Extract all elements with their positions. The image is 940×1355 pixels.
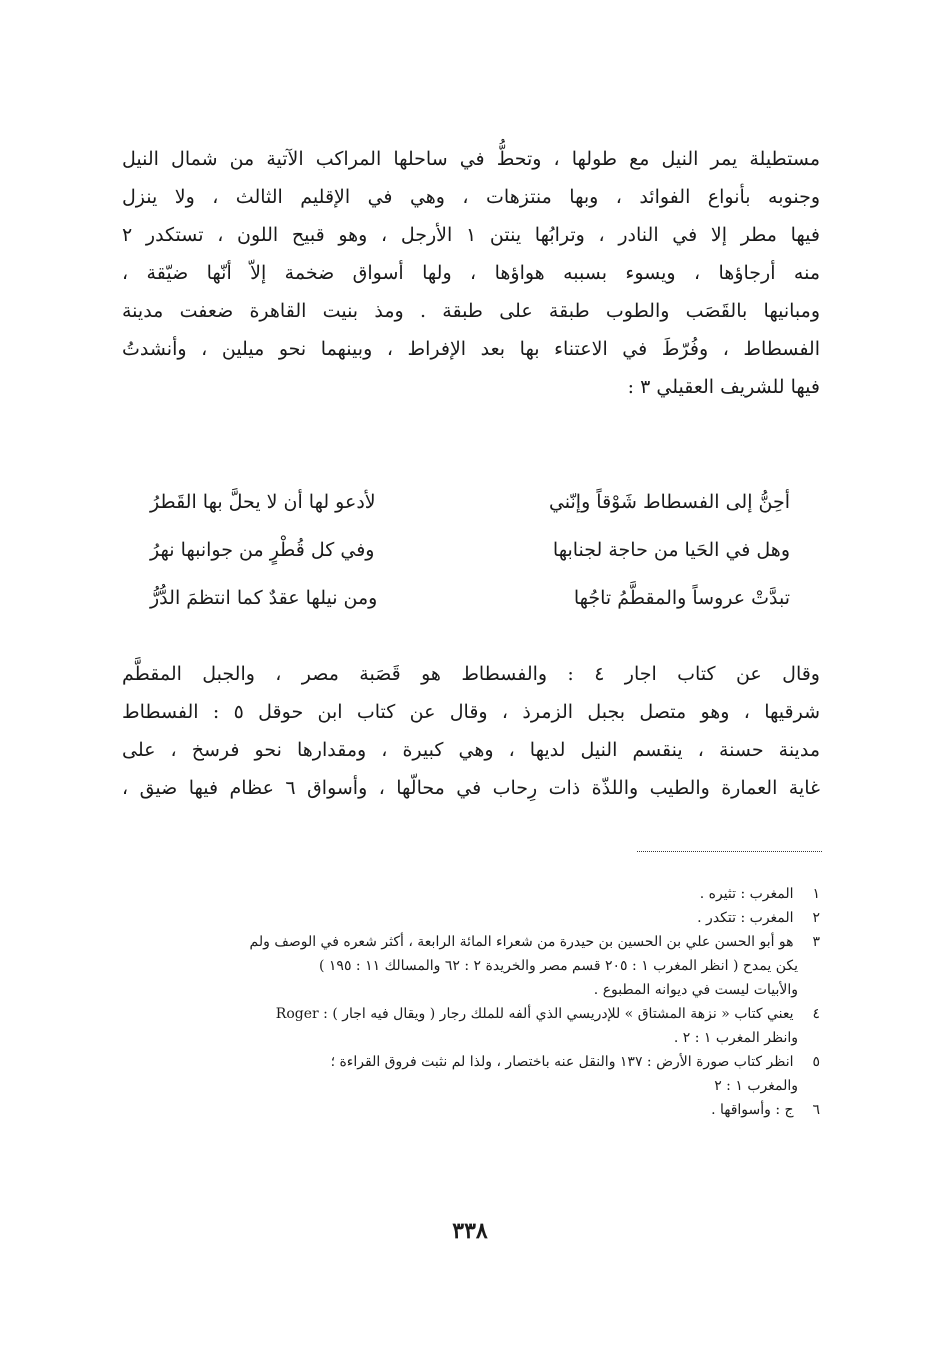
body-paragraph-1 xyxy=(122,140,820,406)
footnote xyxy=(122,930,820,954)
footnote-number: ٣ xyxy=(812,934,820,950)
body-line: مستطيلة يمر النيل مع طولها ، وتحطُّ في ساحلها المراكب الآتية من شمال النيل xyxy=(122,148,820,170)
body-line: ومبانيها بالقَصَب والطوب طبقة على طبقة . ومذ بنيت القاهرة ضعفت مدينة xyxy=(122,300,820,322)
poem xyxy=(150,478,790,622)
footnote-text: المغرب : تثيره . xyxy=(699,886,794,902)
footnote xyxy=(122,882,820,906)
body-line: غاية العمارة والطيب واللذّة ذات رِحاب في محالّها ، وأسواق ٦ عظام فيها ضيق ، xyxy=(122,777,820,799)
body-line: الفسطاط ، وفُرّطَ في الاعتناء بها بعد الإفراط ، وبينهما نحو ميلين ، وأنشدتُ xyxy=(122,338,820,360)
footnote-number: ١ xyxy=(812,886,820,902)
verse-second-hemistich: ومن نيلها عقدٌ كما انتظمَ الدُّرُّ xyxy=(150,587,378,609)
verse-row xyxy=(150,574,790,622)
footnote-number: ٢ xyxy=(812,910,820,926)
footnote-continuation: والمغرب ١ : ٢ xyxy=(714,1078,798,1094)
footnotes xyxy=(122,882,820,1122)
verse-row xyxy=(150,526,790,574)
footnote xyxy=(122,1098,820,1122)
body-line: وجنوبه بأنواع الفوائد ، وبها منتزهات ، وهي في الإقليم الثالث ، ولا ينزل xyxy=(122,186,820,208)
footnote-text: انظر كتاب صورة الأرض : ١٣٧ والنقل عنه باختصار ، ولذا لم نثبت فروق القراءة ؛ xyxy=(330,1054,794,1070)
body-line: وقال عن كتاب اجار ٤ : والفسطاط هو قَصَبة مصر ، والجبل المقطَّم xyxy=(122,663,820,685)
footnote-number: ٤ xyxy=(812,1006,820,1022)
body-line: شرقيها ، وهو متصل بجبل الزمرذ ، وقال عن كتاب ابن حوقل ٥ : الفسطاط xyxy=(122,701,821,723)
verse-second-hemistich: وفي كل قُطْرٍ من جوانبها نهرُ xyxy=(150,539,375,561)
body-line: مدينة حسنة ، ينقسم النيل لديها ، وهي كبيرة ، ومقدارها نحو فرسخ ، على xyxy=(122,739,820,761)
verse-second-hemistich: لأدعو لها أن لا يحلَّ بها القَطرُ xyxy=(150,491,376,513)
verse-row xyxy=(150,478,790,526)
verse-first-hemistich: تبدَّتْ عروساً والمقطَّمُ تاجُها xyxy=(573,587,790,609)
verse-first-hemistich: وهل في الحَيا من حاجة لجنابها xyxy=(552,539,790,561)
body-line: فيها للشريف العقيلي ٣ : xyxy=(627,376,820,398)
footnote-separator xyxy=(637,851,822,852)
verse-first-hemistich: أحِنُّ إلى الفسطاط شَوْقاً وإنّني xyxy=(548,491,790,513)
body-paragraph-2 xyxy=(122,655,820,807)
footnote-number: ٦ xyxy=(812,1102,820,1118)
body-line: فيها مطر إلا في النادر ، وترابُها ينتن ١ الأرجل ، وهو قبيح اللون ، تستكدر ٢ xyxy=(122,224,820,246)
footnote-continuation: يكن يمدح ( انظر المغرب ١ : ٢٠٥ قسم مصر والخريدة ٢ : ٦٢ والمسالك ١١ : ١٩٥ ) xyxy=(318,958,798,974)
page-number: ٣٣٨ xyxy=(452,1218,488,1244)
footnote xyxy=(122,906,820,930)
footnote-text: هو أبو الحسن علي بن الحسين بن حيدرة من شعراء المائة الرابعة ، أكثر شعره في الوصف ولم xyxy=(249,934,794,950)
footnote-continuation: وانظر المغرب ١ : ٢ . xyxy=(673,1030,798,1046)
footnote-number: ٥ xyxy=(812,1054,820,1070)
body-line: منه أرجاؤها ، ويسوء بسببه هواؤها ، ولها أسواق ضخمة إلاّ أنّها ضيّقة ، xyxy=(122,262,820,284)
footnote-text: ج : وأسواقها . xyxy=(711,1102,794,1118)
footnote xyxy=(122,1050,820,1074)
footnote-text: يعني كتاب « نزهة المشتاق » للإدريسي الذي ألفه للملك رجار ( ويقال فيه اجار ) : Roger xyxy=(275,1006,794,1022)
footnote xyxy=(122,1002,820,1026)
footnote-text: المغرب : تتكدر . xyxy=(697,910,794,926)
footnote-continuation: والأبيات ليست في ديوانه المطبوع . xyxy=(593,982,798,998)
